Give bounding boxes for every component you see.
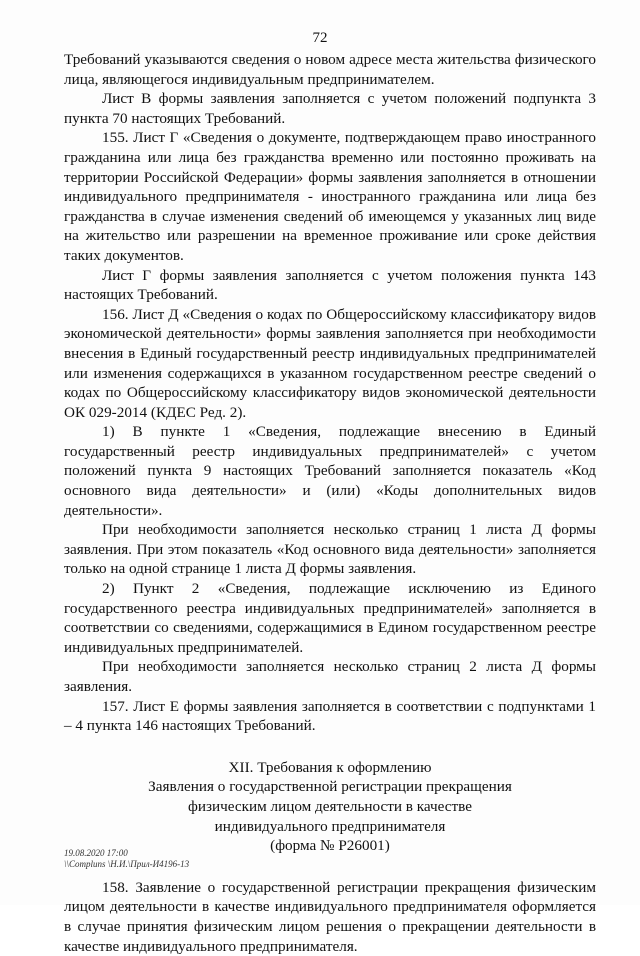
paragraph-156-1-note: При необходимости заполняется несколько страниц 1 листа Д формы заявления. При этом показатель «Код основного вида деятельности» заполняется только на одной странице 1 листа Д формы заявления.: [64, 521, 596, 578]
paragraph-156: 156. Лист Д «Сведения о кодах по Общероссийскому классификатору видов экономической деятельности» формы заявления заполняется при необходимости внесения в Единый государственный реестр индивидуальных предпринимателей или изменения содержащихся в указанном государственном реестре сведений о кодах по Общероссийскому классификатору видов экономической деятельности ОК 029-2014 (КДЕС Ред. 2).: [64, 305, 596, 421]
document-body: [64, 50, 596, 956]
section-heading-line: (форма № Р26001): [270, 837, 390, 855]
section-heading: [64, 758, 596, 856]
paragraph-continuation: Требований указываются сведения о новом адресе места жительства физического лица, являющегося индивидуальным предпринимателем.: [64, 51, 596, 88]
section-heading-line: физическим лицом деятельности в качестве: [187, 797, 472, 815]
section-heading-line: Заявления о государственной регистрации прекращения: [148, 778, 512, 796]
paragraph-156-1: 1) В пункте 1 «Сведения, подлежащие внесению в Единый государственный реестр индивидуальных предпринимателей» с учетом положений пункта 9 настоящих Требований заполняется показатель «Код основного вида деятельности» и (или) «Коды дополнительных видов деятельности».: [64, 423, 596, 519]
paragraph-list-g: Лист Г формы заявления заполняется с учетом положения пункта 143 настоящих Требований.: [64, 266, 596, 304]
paragraph-156-2-note: При необходимости заполняется несколько страниц 2 листа Д формы заявления.: [64, 658, 596, 695]
paragraph-list-v: Лист В формы заявления заполняется с учетом положений подпункта 3 пункта 70 настоящих Требований.: [64, 90, 596, 127]
print-stamp-date: 19.08.2020 17:00: [64, 848, 128, 858]
page-number: 72: [312, 30, 328, 46]
section-heading-line: XII. Требования к оформлению: [228, 758, 432, 776]
print-stamp-path: \\Compluns \Н.И.\Прил-И4196-13: [64, 859, 190, 869]
print-stamp: [64, 848, 189, 870]
section-heading-line: индивидуального предпринимателя: [214, 817, 446, 835]
paragraph-158: 158. Заявление о государственной регистрации прекращения физическим лицом деятельности в качестве индивидуального предпринимателя оформляется в случае принятия физическим лицом решения о прекращении деятельности в качестве индивидуального предпринимателя.: [64, 878, 596, 955]
paragraph-156-2: 2) Пункт 2 «Сведения, подлежащие исключению из Единого государственного реестра индивидуальных предпринимателей» заполняется в соответствии со сведениями, содержащимися в Едином государственном реестре индивидуальных предпринимателей.: [64, 580, 596, 656]
paragraph-157: 157. Лист Е формы заявления заполняется в соответствии с подпунктами 1 – 4 пункта 146 настоящих Требований.: [64, 697, 596, 735]
paragraph-155: 155. Лист Г «Сведения о документе, подтверждающем право иностранного гражданина или лица без гражданства временно или постоянно проживать на территории Российской Федерации» формы заявления заполняется в отношении индивидуального предпринимателя - иностранного гражданина или лица без гражданства в случае изменения сведений об имеющемся у указанных лиц виде на жительство или разрешении на временное проживание или сроке действия таких документов.: [64, 129, 596, 264]
